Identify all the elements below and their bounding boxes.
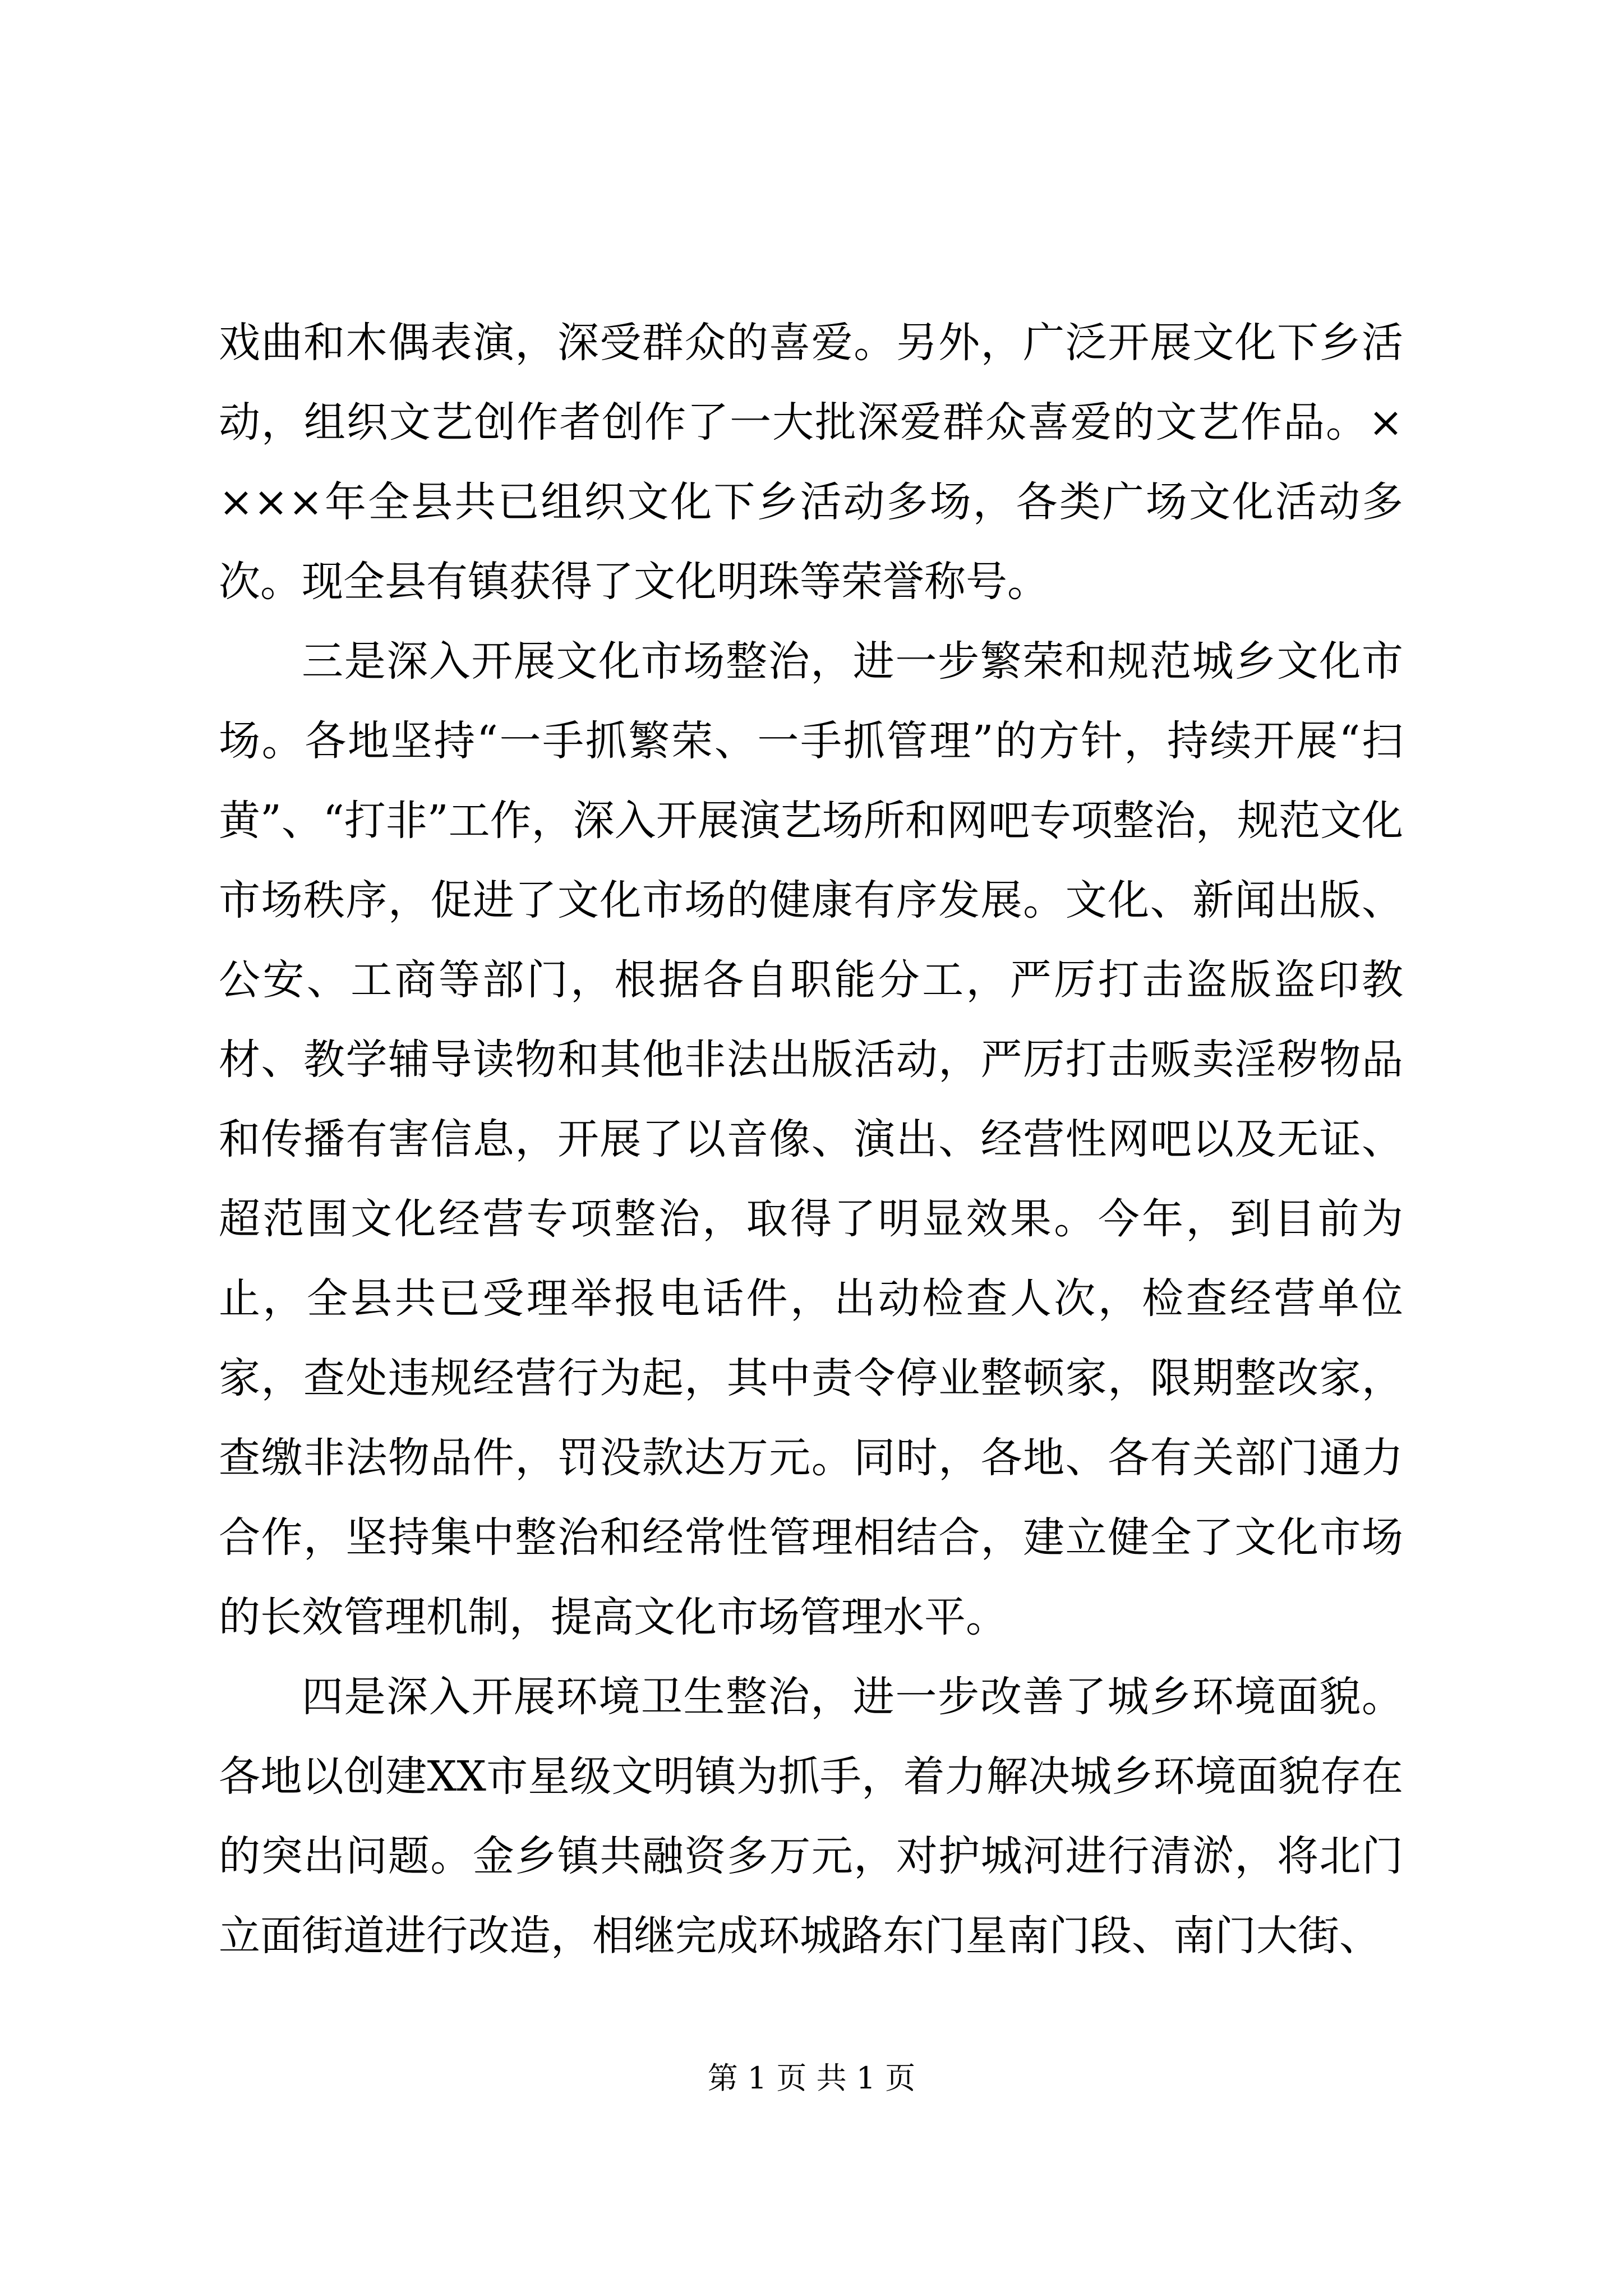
paragraph-culture-market: 三是深入开展文化市场整治，进一步繁荣和规范城乡文化市场。各地坚持“一手抓繁荣、一手抓管理”的方针，持续开展“扫黄”、“打非”工作，深入开展演艺场所和网吧专项整治，规范文化市场秩序，促进了文化市场的健康有序发展。文化、新闻出版、公安、工商等部门，根据各自职能分工，严厉打击盗版盗印教材、教学辅导读物和其他非法出版活动，严厉打击贩卖淫秽物品和传播有害信息，开展了以音像、演出、经营性网吧以及无证、超范围文化经营专项整治，取得了明显效果。今年，到目前为止，全县共已受理举报电话件，出动检查人次，检查经营单位家，查处违规经营行为起，其中责令停业整顿家，限期整改家，查缴非法物品件，罚没款达万元。同时，各地、各有关部门通力合作，坚持集中整治和经常性管理相结合，建立健全了文化市场的长效管理机制，提高文化市场管理水平。 xyxy=(219,637,1403,1641)
page-footer: 第 1 页 共 1 页 xyxy=(707,2060,916,2096)
document-body xyxy=(219,303,1403,1976)
paragraph-environment: 四是深入开展环境卫生整治，进一步改善了城乡环境面貌。各地以创建XX市星级文明镇为抓手，着力解决城乡环境面貌存在的突出问题。金乡镇共融资多万元，对护城河进行清淤，将北门立面街道进行改造，相继完成环城路东门星南门段、南门大街、 xyxy=(219,1673,1403,1960)
paragraph-continuation: 戏曲和木偶表演，深受群众的喜爱。另外，广泛开展文化下乡活动，组织文艺创作者创作了一大批深爱群众喜爱的文艺作品。××××年全县共已组织文化下乡活动多场，各类广场文化活动多次。现全县有镇获得了文化明珠等荣誉称号。 xyxy=(219,319,1403,606)
